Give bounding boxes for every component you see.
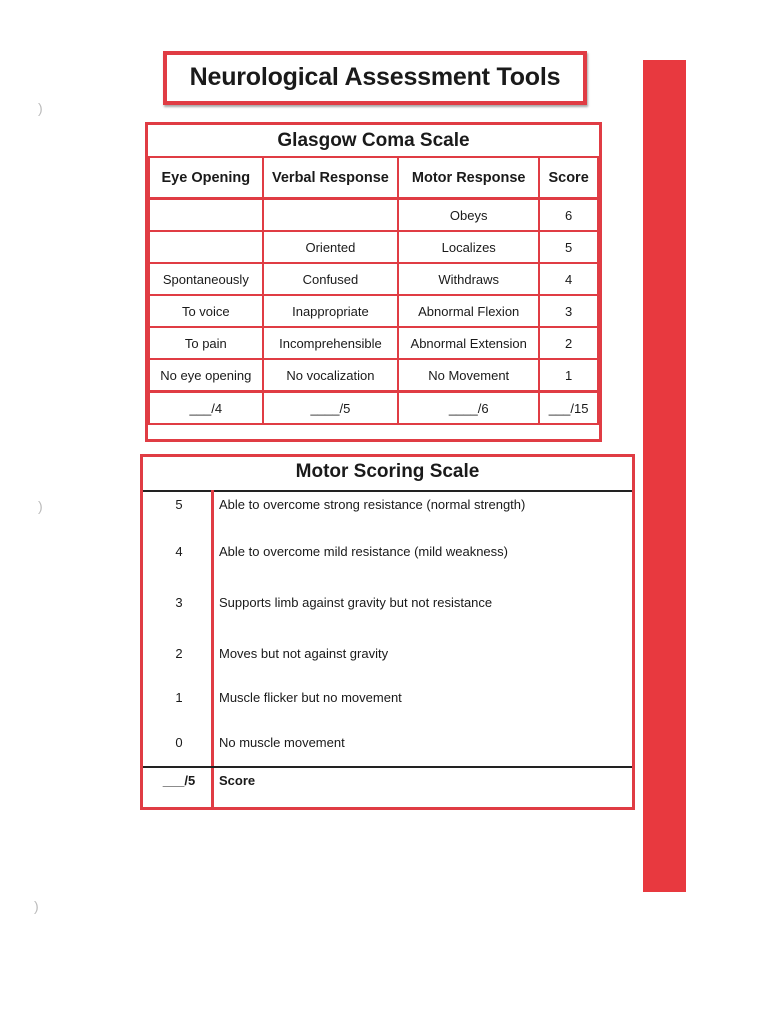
mss-level: 5 bbox=[175, 497, 183, 512]
red-side-bar bbox=[643, 60, 686, 892]
gcs-score-cell: 6 bbox=[539, 199, 598, 232]
mss-score-blank: ___/5 bbox=[162, 773, 196, 788]
gcs-motor-cell: Abnormal Extension bbox=[398, 327, 539, 359]
title-box bbox=[163, 51, 587, 105]
gcs-score-cell: 1 bbox=[539, 359, 598, 392]
gcs-verbal-cell: Confused bbox=[263, 263, 399, 295]
header-score: Score bbox=[539, 157, 598, 199]
gcs-title: Glasgow Coma Scale bbox=[148, 125, 599, 158]
gcs-eye-cell: Spontaneously bbox=[149, 263, 263, 295]
gcs-eye-cell: To voice bbox=[149, 295, 263, 327]
gcs-row bbox=[149, 359, 598, 392]
gcs-eye-cell: To pain bbox=[149, 327, 263, 359]
motor-scoring-scale-table bbox=[140, 454, 635, 810]
gcs-verbal-cell: Oriented bbox=[263, 231, 399, 263]
mss-description: No muscle movement bbox=[219, 735, 345, 750]
score-total-blank: ___/15 bbox=[539, 392, 598, 425]
gcs-verbal-cell: Inappropriate bbox=[263, 295, 399, 327]
mss-description: Muscle flicker but no movement bbox=[219, 690, 402, 705]
mss-level: 4 bbox=[175, 544, 183, 559]
mss-title: Motor Scoring Scale bbox=[143, 457, 632, 492]
mss-level: 2 bbox=[175, 646, 183, 661]
gcs-motor-cell: Localizes bbox=[398, 231, 539, 263]
mss-level: 1 bbox=[175, 690, 183, 705]
mss-score-label: Score bbox=[219, 773, 256, 788]
gcs-eye-cell bbox=[149, 199, 263, 232]
motor-total-blank: ____/6 bbox=[398, 392, 539, 425]
glasgow-coma-scale-table bbox=[145, 122, 602, 442]
gcs-eye-cell bbox=[149, 231, 263, 263]
gcs-score-cell: 3 bbox=[539, 295, 598, 327]
gcs-motor-cell: Obeys bbox=[398, 199, 539, 232]
gcs-verbal-cell bbox=[263, 199, 399, 232]
gcs-row bbox=[149, 231, 598, 263]
gcs-motor-cell: Withdraws bbox=[398, 263, 539, 295]
mss-footer-divider bbox=[143, 766, 632, 768]
gcs-row bbox=[149, 327, 598, 359]
mss-description: Able to overcome mild resistance (mild weakness) bbox=[219, 544, 508, 559]
header-verbal-response: Verbal Response bbox=[263, 157, 399, 199]
gcs-row bbox=[149, 263, 598, 295]
gcs-row bbox=[149, 295, 598, 327]
page-title: Neurological Assessment Tools bbox=[189, 63, 561, 91]
gcs-totals-row bbox=[149, 392, 598, 425]
mss-level: 3 bbox=[175, 595, 183, 610]
gcs-verbal-cell: Incomprehensible bbox=[263, 327, 399, 359]
mss-level: 0 bbox=[175, 735, 183, 750]
scan-mark: ) bbox=[38, 100, 43, 116]
mss-description: Moves but not against gravity bbox=[219, 646, 389, 661]
gcs-score-cell: 2 bbox=[539, 327, 598, 359]
scan-mark: ) bbox=[34, 898, 39, 914]
gcs-verbal-cell: No vocalization bbox=[263, 359, 399, 392]
gcs-motor-cell: Abnormal Flexion bbox=[398, 295, 539, 327]
mss-description: Able to overcome strong resistance (normal strength) bbox=[219, 497, 526, 512]
gcs-header-row bbox=[149, 157, 598, 199]
verbal-total-blank: ____/5 bbox=[263, 392, 399, 425]
header-eye-opening: Eye Opening bbox=[149, 157, 263, 199]
eye-total-blank: ___/4 bbox=[149, 392, 263, 425]
header-motor-response: Motor Response bbox=[398, 157, 539, 199]
gcs-score-cell: 5 bbox=[539, 231, 598, 263]
gcs-eye-cell: No eye opening bbox=[149, 359, 263, 392]
gcs-motor-cell: No Movement bbox=[398, 359, 539, 392]
gcs-grid bbox=[148, 156, 599, 425]
gcs-row bbox=[149, 199, 598, 232]
gcs-score-cell: 4 bbox=[539, 263, 598, 295]
mss-description: Supports limb against gravity but not resistance bbox=[219, 595, 493, 610]
scan-mark: ) bbox=[38, 498, 43, 514]
